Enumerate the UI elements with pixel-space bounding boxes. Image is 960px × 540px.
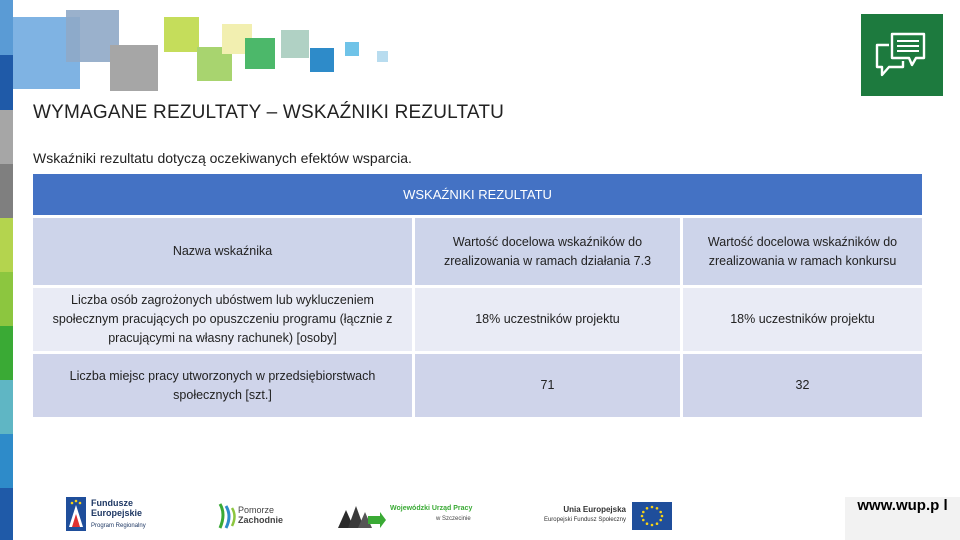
decorative-square — [310, 48, 334, 72]
decorative-square — [377, 51, 388, 62]
table-row — [33, 354, 922, 417]
indicator-name: Liczba osób zagrożonych ubóstwem lub wykluczeniem społecznym pracujących po opuszczeniu programu (łącznie z pracującymi na własny rachunek) [osoby] — [33, 288, 415, 354]
column-header-contest-value: Wartość docelowa wskaźników do zrealizowania w ramach konkursu — [683, 218, 922, 288]
indicator-action-value: 18% uczestników projektu — [415, 288, 683, 354]
column-header-name: Nazwa wskaźnika — [33, 218, 415, 288]
fundusze-europejskie-logo: Fundusze Europejskie Program Regionalny — [66, 497, 156, 533]
indicator-action-value: 71 — [415, 354, 683, 417]
table-row — [33, 288, 922, 354]
pomorze-emblem-icon — [216, 502, 238, 530]
page-subtitle: Wskaźniki rezultatu dotyczą oczekiwanych efektów wsparcia. — [33, 150, 412, 166]
wup-szczecin-logo: Wojewódzki Urząd Pracy w Szczecinie — [338, 500, 483, 532]
indicator-name: Liczba miejsc pracy utworzonych w przedsiębiorstwach społecznych [szt.] — [33, 354, 415, 417]
decorative-square — [164, 17, 199, 52]
decorative-color-strip — [0, 0, 13, 540]
indicator-contest-value: 32 — [683, 354, 922, 417]
wup-emblem-icon — [338, 502, 386, 528]
fe-emblem-icon — [66, 497, 86, 531]
decorative-square — [281, 30, 309, 58]
website-url[interactable]: www.wup.p l — [845, 497, 960, 540]
chat-bubbles-icon — [875, 30, 929, 80]
results-table — [33, 174, 922, 417]
column-header-action-value: Wartość docelowa wskaźników do zrealizowania w ramach działania 7.3 — [415, 218, 683, 288]
footer-logos — [0, 494, 960, 540]
eu-efs-logo: Unia Europejska Europejski Fundusz Społeczny — [540, 499, 675, 533]
page-title: WYMAGANE REZULTATY – WSKAŹNIKI REZULTATU — [33, 102, 505, 123]
table-title: WSKAŹNIKI REZULTATU — [33, 174, 922, 218]
decorative-square — [345, 42, 359, 56]
indicator-contest-value: 18% uczestników projektu — [683, 288, 922, 354]
chat-icon-box — [861, 14, 943, 96]
eu-flag-icon — [632, 502, 672, 530]
decorative-square — [110, 45, 158, 91]
decorative-square — [245, 38, 275, 69]
pomorze-zachodnie-logo: Pomorze Zachodnie — [216, 502, 286, 532]
